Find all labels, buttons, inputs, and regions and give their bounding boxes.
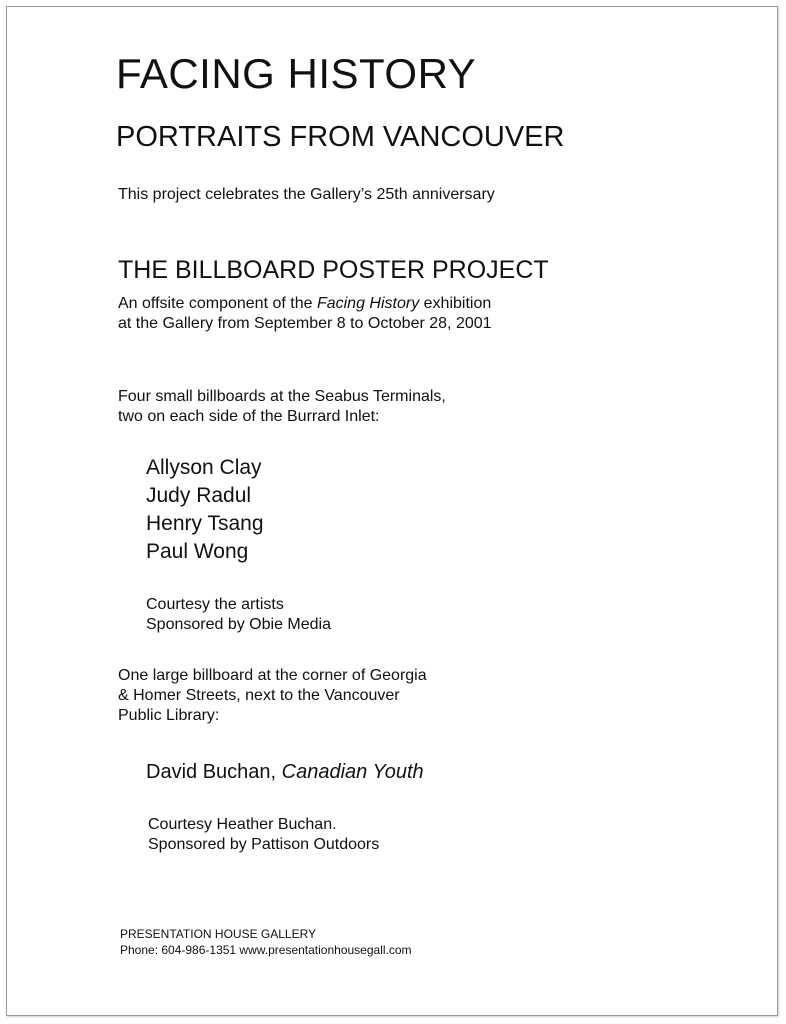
large-work-artist: David Buchan, bbox=[146, 761, 277, 783]
large-billboard-description bbox=[118, 666, 427, 726]
large-billboard-line-2: & Homer Streets, next to the Vancouver bbox=[118, 687, 400, 704]
document-subtitle: PORTRAITS FROM VANCOUVER bbox=[116, 121, 565, 153]
gallery-name: PRESENTATION HOUSE GALLERY bbox=[120, 927, 317, 941]
document-title: FACING HISTORY bbox=[116, 50, 477, 97]
large-sponsor: Sponsored by Pattison Outdoors bbox=[148, 836, 380, 853]
gallery-footer bbox=[120, 926, 412, 958]
small-billboards-line-1: Four small billboards at the Seabus Terminals, bbox=[118, 388, 446, 405]
artist-name: Henry Tsang bbox=[146, 512, 264, 535]
small-courtesy: Courtesy the artists bbox=[146, 596, 284, 613]
offsite-suffix: exhibition bbox=[423, 295, 492, 312]
small-sponsor: Sponsored by Obie Media bbox=[146, 616, 331, 633]
artist-list bbox=[146, 454, 264, 566]
large-billboard-credits bbox=[148, 815, 379, 855]
offsite-description bbox=[118, 294, 492, 334]
anniversary-note: This project celebrates the Gallery’s 25th anniversary bbox=[118, 186, 495, 203]
artist-name: Allyson Clay bbox=[146, 456, 262, 479]
gallery-contact: Phone: 604-986-1351 www.presentationhousegall.com bbox=[120, 943, 412, 957]
offsite-line-1 bbox=[118, 294, 492, 314]
small-billboards-line-2: two on each side of the Burrard Inlet: bbox=[118, 408, 380, 425]
large-courtesy: Courtesy Heather Buchan. bbox=[148, 816, 337, 833]
large-work-title: Canadian Youth bbox=[281, 761, 424, 783]
offsite-prefix: An offsite component of the bbox=[118, 295, 313, 312]
page-border bbox=[6, 6, 778, 1016]
large-billboard-line-3: Public Library: bbox=[118, 707, 220, 724]
artist-name: Paul Wong bbox=[146, 540, 249, 563]
large-billboard-line-1: One large billboard at the corner of Georgia bbox=[118, 667, 427, 684]
small-billboards-credits bbox=[146, 595, 331, 635]
offsite-exhibition-title: Facing History bbox=[316, 295, 420, 312]
small-billboards-description bbox=[118, 387, 446, 427]
large-billboard-work bbox=[146, 761, 424, 784]
billboard-project-heading: THE BILLBOARD POSTER PROJECT bbox=[118, 256, 549, 284]
offsite-line-2: at the Gallery from September 8 to October 28, 2001 bbox=[118, 315, 492, 332]
artist-name: Judy Radul bbox=[146, 484, 252, 507]
